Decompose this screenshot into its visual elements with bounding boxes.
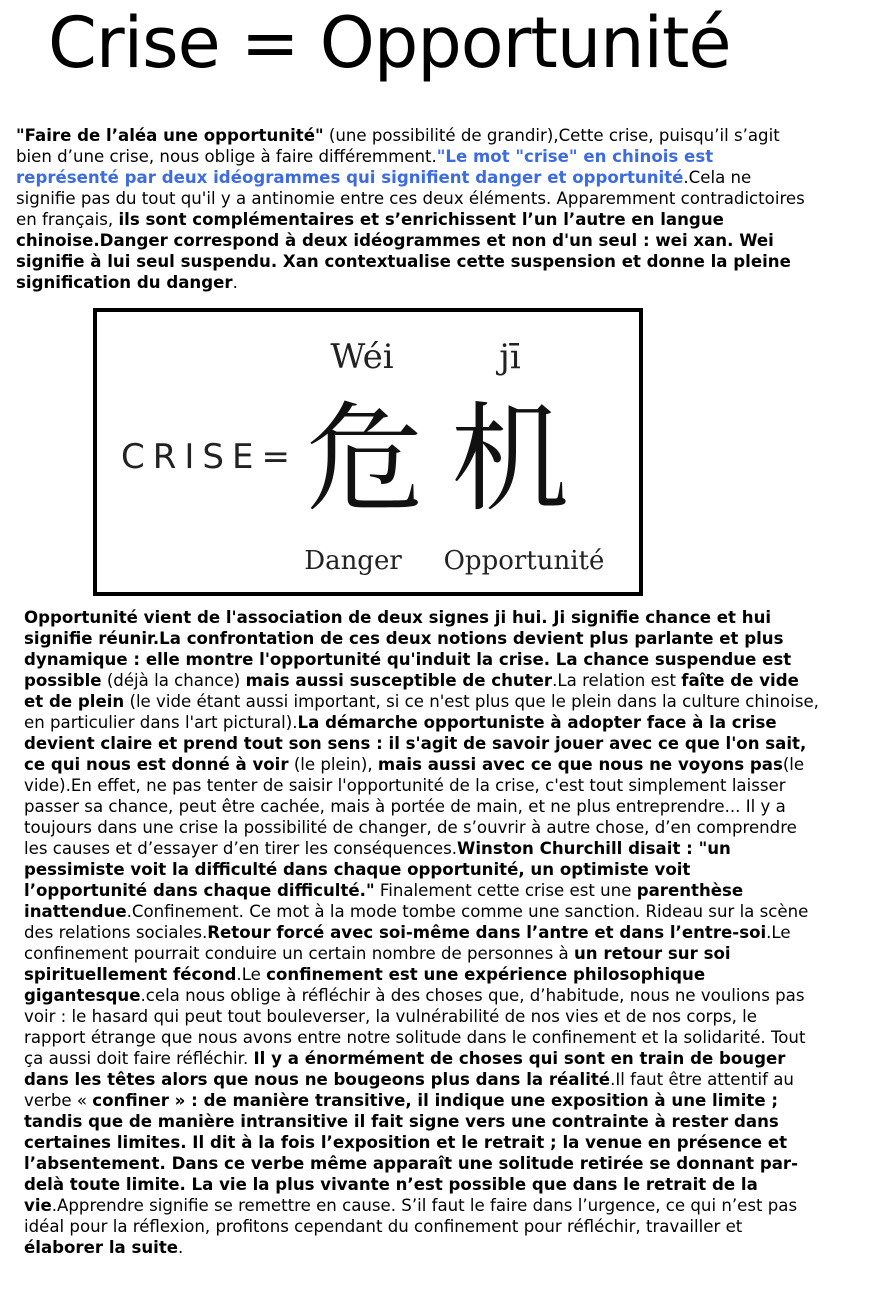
text-span: .Il faut être attentif au verbe « <box>24 1070 794 1110</box>
crise-label: CRISE= <box>121 437 298 477</box>
ideogram-ji: 机 <box>450 390 570 528</box>
bold-span: un retour sur soi spirituellement fécond <box>24 944 731 984</box>
bold-span: mais aussi avec ce que nous ne voyons pas <box>377 755 783 774</box>
text-span: (déjà la chance) <box>101 671 246 690</box>
churchill-quote: Winston Churchill disait : "un pessimiste voit la difficulté dans chaque opportunité, un optimiste voit l’opportunité dans chaque difficulté." <box>24 839 731 900</box>
meaning-opportunite: Opportunité <box>443 546 605 576</box>
bold-span: confinement est une expérience philosophique gigantesque <box>24 965 706 1005</box>
bold-span: Opportunité vient de l'association de deux signes ji hui. Ji signifie chance et hui signifie réunir.La confrontation de ces deux notions devient plus parlante et plus dynamique : elle montre l'opportunité qu'induit la crise. La chance suspendue est possible <box>24 608 792 690</box>
text-span: .Le <box>236 965 267 984</box>
meaning-danger: Danger <box>304 546 402 576</box>
bold-span: faîte de vide et de plein <box>24 671 799 711</box>
text-span: (le vide).En effet, ne pas tenter de saisir l'opportunité de la crise, c'est tout simplement laisser passer sa chance, peut être cachée, mais à portée de main, et ne plus entreprendre... Il y a toujours dans une crise la possibilité de changer, de s’ouvrir à autre chose, d’en comprendre les causes et d’essayer d’en tirer les conséquences. <box>24 755 805 858</box>
highlighted-statement: "Le mot "crise" en chinois est représenté par deux idéogrammes qui signifient danger et opportunité <box>16 147 714 187</box>
intro-paragraph <box>16 125 816 293</box>
text-span: . <box>178 1238 184 1257</box>
ideogram-svg <box>97 312 639 592</box>
text-span: (le vide étant aussi important, si ce n'est plus que le plein dans la culture chinoise, en particulier dans l'art pictural). <box>24 692 819 732</box>
bold-span: confiner » : de manière transitive, il indique une exposition à une limite ; tandis que de manière intransitive il fait signe vers une contrainte à rester dans certaines limites. Il dit à la fois l’exposition et le retrait ; la venue en présence et l’absentement. Dans ce verbe même apparaît une solitude retirée se donnant par-delà toute limite. La vie la plus vivante n’est possible que dans le retrait de la vie <box>24 1091 799 1215</box>
pinyin-wei: Wéi <box>330 337 394 377</box>
bold-span: élaborer la suite <box>24 1238 179 1257</box>
text-span: .La relation est <box>552 671 682 690</box>
crise-ideogram-figure <box>93 308 643 596</box>
quote-lead: "Faire de l’aléa une opportunité" <box>16 126 324 145</box>
text-span: . <box>232 273 238 292</box>
text-span: .Le confinement pourrait conduire un certain nombre de personnes à <box>24 923 791 963</box>
bold-span: ils sont complémentaires et s’enrichissent l’un l’autre en langue chinoise.Danger correspond à deux idéogrammes et non d'un seul : wei xan. Wei signifie à lui seul suspendu. Xan contextualise cette suspension et donne la pleine signification du danger <box>16 210 791 292</box>
text-span: .Apprendre signifie se remettre en cause. S’il faut le faire dans l’urgence, ce qui n’est pas idéal pour la réflexion, profitons cependant du confinement pour réfléchir, travailler et <box>24 1196 798 1236</box>
bold-span: parenthèse inattendue <box>24 881 744 921</box>
ideogram-wei: 危 <box>305 390 425 528</box>
bold-span: Retour forcé avec soi-même dans l’antre et dans l’entre-soi <box>207 923 767 942</box>
text-span: .Cela ne signifie pas du tout qu'il y a antinomie entre ces deux éléments. Apparemment contradictoires en français, <box>16 168 805 229</box>
text-span: (le plein), <box>288 755 378 774</box>
text-span: .Confinement. Ce mot à la mode tombe comme une sanction. Rideau sur la scène des relations sociales. <box>24 902 809 942</box>
bold-span: Il y a énormément de choses qui sont en train de bouger dans les têtes alors que nous ne bougeons plus dans la réalité <box>24 1049 786 1089</box>
text-span: (une possibilité de grandir),Cette crise, puisqu’il s’agit bien d’une crise, nous oblige à faire différemment. <box>16 126 780 166</box>
body-paragraph <box>24 607 819 1258</box>
text-span: Finalement cette crise est une <box>374 881 637 900</box>
bold-span: La démarche opportuniste à adopter face à la crise devient claire et prend tout son sens : il s'agit de savoir jouer avec ce que l'on sait, ce qui nous est donné à voir <box>24 713 807 774</box>
pinyin-ji: jī <box>499 337 521 377</box>
bold-span: mais aussi susceptible de chuter <box>245 671 553 690</box>
page-title: Crise = Opportunité <box>48 2 731 84</box>
text-span: .cela nous oblige à réfléchir à des choses que, d’habitude, nous ne voulions pas voir : le hasard qui peut tout bouleverser, la vulnérabilité de nos vies et de nos corps, le rapport étrange que nous avons entre notre solitude dans le confinement et la solidarité. Tout ça aussi doit faire réfléchir. <box>24 986 806 1068</box>
